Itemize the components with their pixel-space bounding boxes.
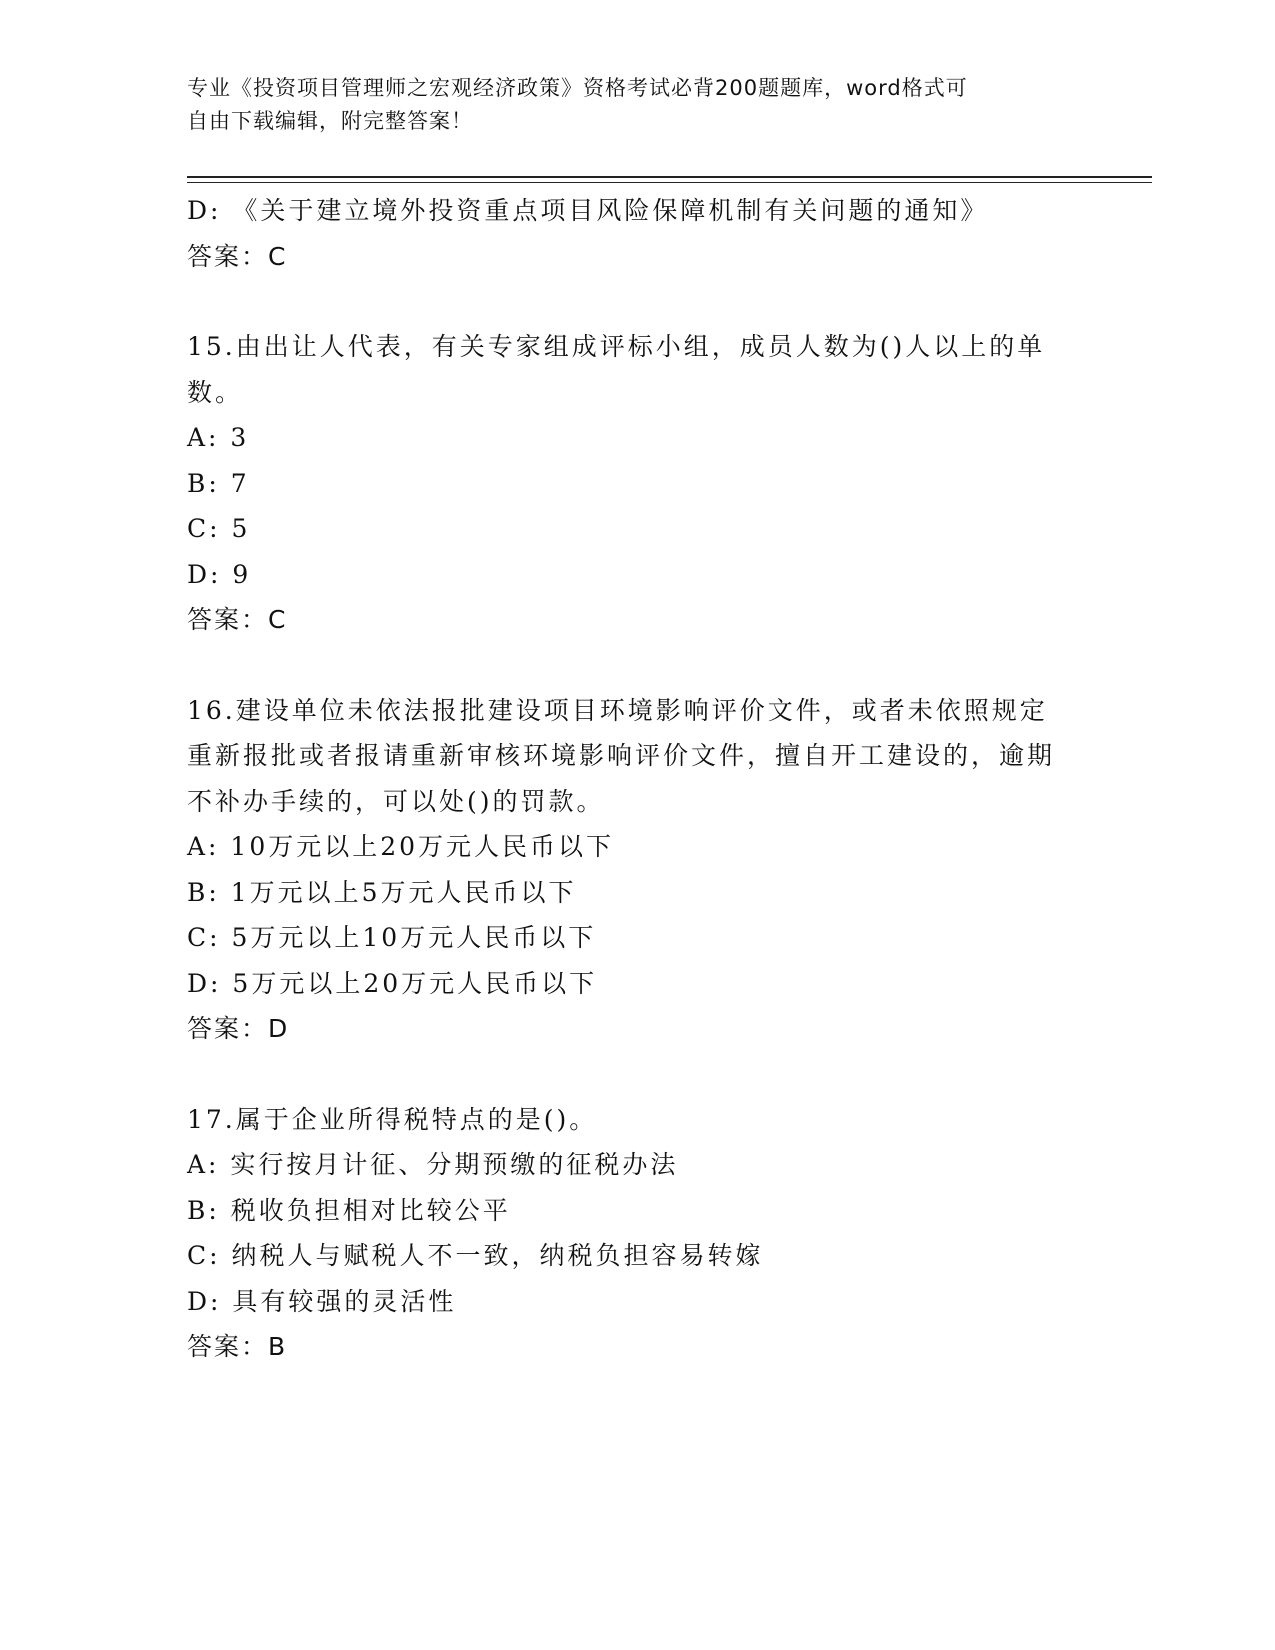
option-a: A: 3: [187, 423, 250, 452]
answer-line: 答案：D: [187, 1014, 290, 1043]
question-stem: 16.建设单位未依法报批建设项目环境影响评价文件，或者未依照规定重新报批或者报请重新审核环境影响评价文件，擅自开工建设的，逾期不补办手续的，可以处()的罚款。: [187, 695, 1056, 816]
option-c: C: 5万元以上10万元人民币以下: [187, 923, 597, 952]
option-a: A: 10万元以上20万元人民币以下: [187, 832, 615, 861]
question-stem: 15.由出让人代表，有关专家组成评标小组，成员人数为()人以上的单数。: [187, 332, 1046, 407]
option-c: C: 5: [187, 514, 251, 543]
option-a: A: 实行按月计征、分期预缴的征税办法: [187, 1150, 679, 1179]
question-stem: 17.属于企业所得税特点的是()。: [187, 1104, 598, 1134]
option-d: D: 具有较强的灵活性: [187, 1286, 457, 1316]
option-d: D: 9: [187, 559, 252, 589]
answer-line: 答案：B: [187, 1332, 288, 1361]
question-15: [187, 324, 1067, 643]
option-d: D: 5万元以上20万元人民币以下: [187, 968, 598, 998]
option-d: D: 《关于建立境外投资重点项目风险保障机制有关问题的通知》: [187, 196, 989, 225]
document-body: [187, 188, 1067, 1370]
option-b: B: 7: [187, 468, 250, 498]
answer-line: 答案：C: [187, 241, 288, 271]
header-rule-thick: [187, 176, 1152, 178]
option-b: B: 1万元以上5万元人民币以下: [187, 877, 577, 907]
option-b: B: 税收负担相对比较公平: [187, 1195, 511, 1225]
header-line-1: 专业《投资项目管理师之宏观经济政策》资格考试必背200题题库，word格式可: [187, 76, 968, 100]
question-16: [187, 688, 1067, 1052]
header-line-2: 自由下载编辑，附完整答案！: [187, 109, 473, 133]
prev-question-tail: [187, 188, 1067, 279]
document-header: [187, 72, 1067, 138]
option-c: C: 纳税人与赋税人不一致，纳税负担容易转嫁: [187, 1241, 764, 1270]
answer-line: 答案：C: [187, 605, 288, 634]
question-17: [187, 1097, 1067, 1370]
header-rule-thin: [187, 182, 1152, 183]
